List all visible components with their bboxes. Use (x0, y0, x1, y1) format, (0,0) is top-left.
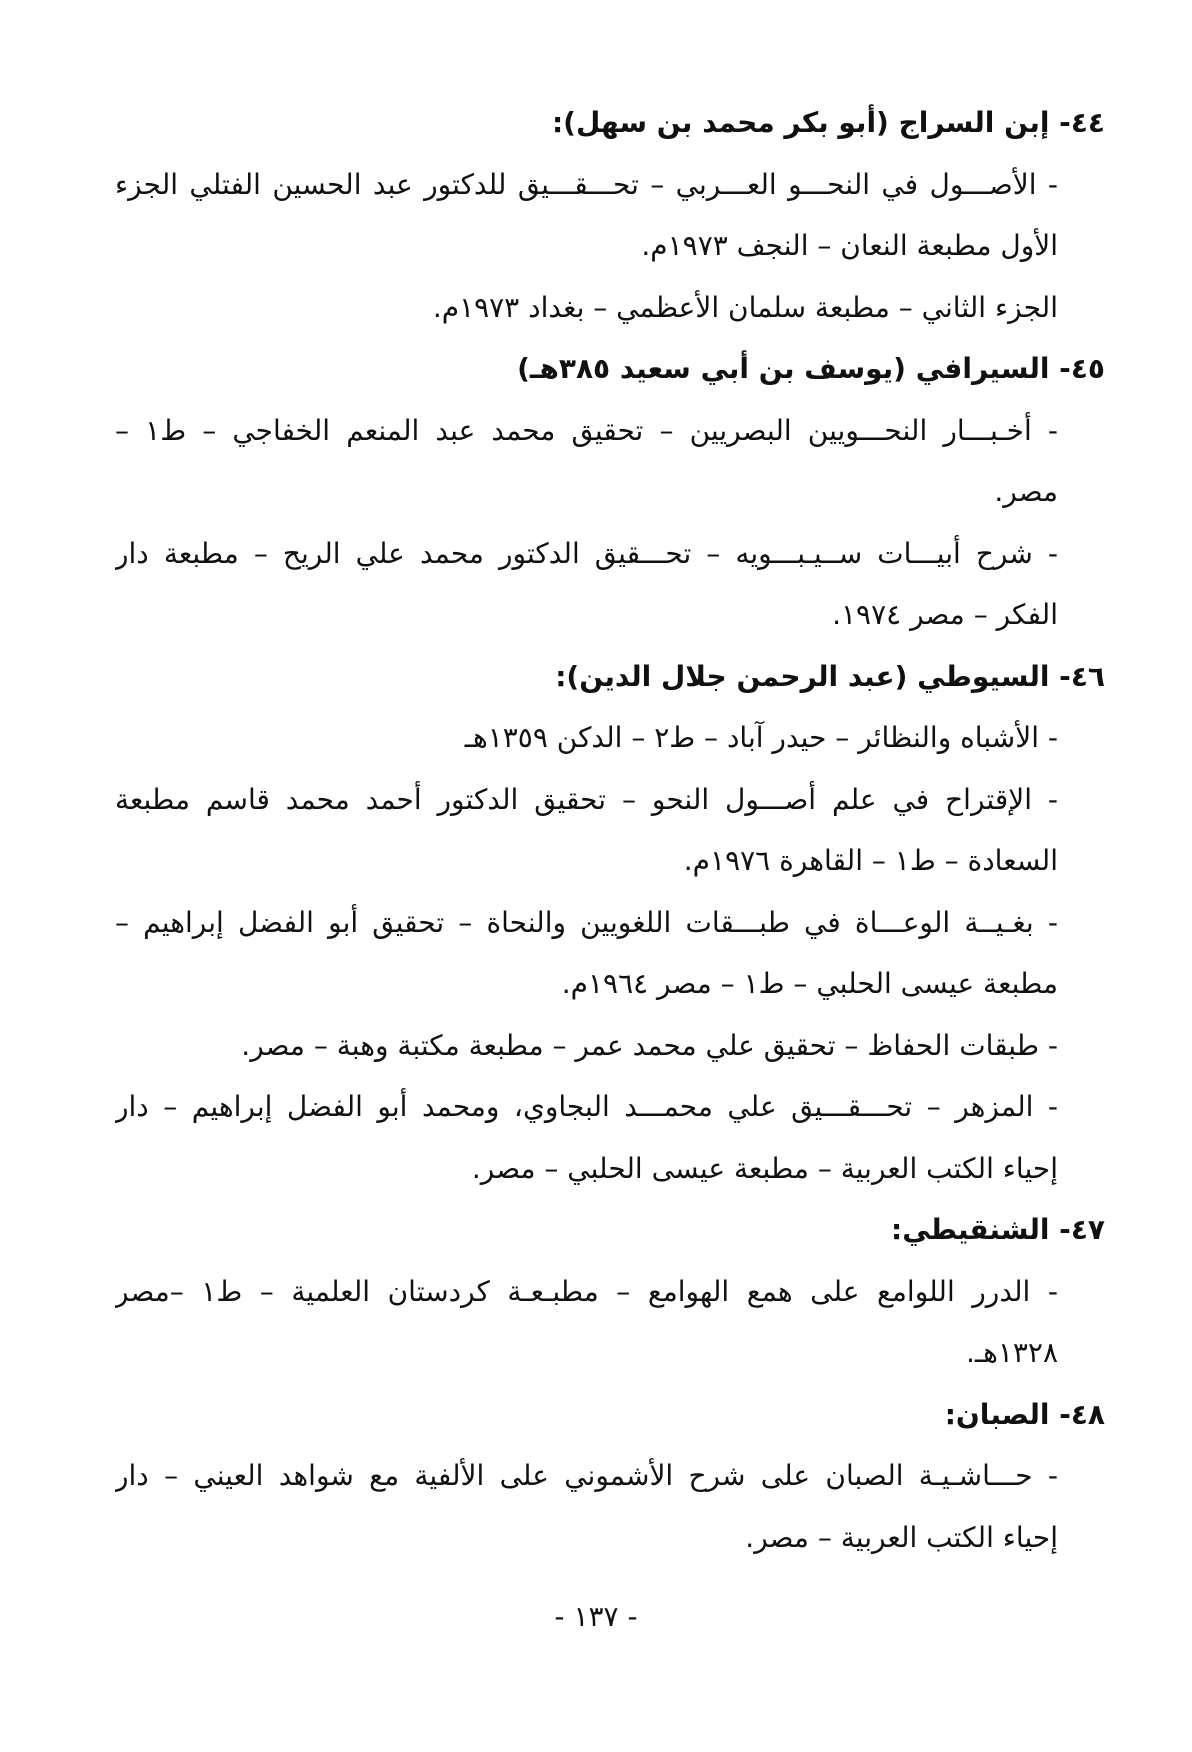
entry-46-line-5: مطبعة عيسى الحلبي – ط١ – مصر ١٩٦٤م. (561, 967, 1058, 1000)
entry-44-line-2: الأول مطبعة النعان – النجف ١٩٧٣م. (641, 229, 1058, 262)
entry-48-line-2: إحياء الكتب العربية – مصر. (745, 1520, 1058, 1554)
entry-44-line-3: الجزء الثاني – مطبعة سلمان الأعظمي – بغداد ١٩٧٣م. (432, 290, 1058, 324)
entry-46-line-8: إحياء الكتب العربية – مطبعة عيسى الحلبي – مصر. (471, 1151, 1058, 1185)
entry-heading-44: ٤٤- إبن السراج (أبو بكر محمد بن سهل): (551, 106, 1105, 139)
entry-heading-48: ٤٨- الصبان: (944, 1397, 1105, 1431)
entry-47-line-1: - الدرر اللوامع على همع الهوامع – مطبـعـة كردستان العلمية – ط١ –مصر (115, 1274, 1058, 1308)
entry-46-line-6: - طبقات الحفاظ – تحقيق علي محمد عمر – مطبعة مكتبة وهبة – مصر. (241, 1028, 1058, 1062)
entry-48-line-1: - حـــاشـيـة الصبان على شرح الأشموني على الألفية مع شواهد العيني – دار (115, 1459, 1058, 1492)
entry-45-line-2: مصر. (994, 475, 1058, 508)
entry-45-line-1: - أخـبـــار النحـــويين البصريين – تحقيق محمد عبد المنعم الخفاجي – ط١ – (115, 413, 1058, 447)
bibliography-list (115, 92, 1105, 1568)
entry-46-line-4: - بغـيــة الوعـــاة في طبـــقات اللغويين والنحاة – تحقيق أبو الفضل إبراهيم – (115, 905, 1058, 939)
page-number: - ١٣٧ - (554, 1600, 638, 1633)
entry-46-line-1: - الأشباه والنظائر – حيدر آباد – ط٢ – الدكن ١٣٥٩هـ (464, 721, 1058, 754)
entry-47-line-2: ١٣٢٨هـ. (965, 1336, 1058, 1369)
entry-46-line-7: - المزهر – تحـــقـــيق علي محمـــد البجاوي، ومحمد أبو الفضل إبراهيم – دار (115, 1090, 1058, 1123)
entry-46-line-2: - الإقتراح في علم أصـــول النحو – تحقيق الدكتور أحمد محمد قاسم مطبعة (115, 782, 1058, 816)
entry-45-line-4: الفكر – مصر ١٩٧٤. (832, 598, 1058, 631)
entry-44-line-1: - الأصـــول في النحـــو العـــربي – تحـــقـــيق للدكتور عبد الحسين الفتلي الجزء (115, 167, 1058, 201)
entry-heading-46: ٤٦- السيوطي (عبد الرحمن جلال الدين): (555, 659, 1105, 693)
entry-45-line-3: - شرح أبيـــات ســيـبـــويه – تحـــقيق الدكتور محمد علي الريح – مطبعة دار (115, 536, 1058, 570)
entry-heading-45: ٤٥- السيرافي (يوسف بن أبي سعيد ٣٨٥هـ) (517, 352, 1105, 385)
entry-heading-47: ٤٧- الشنقيطي: (891, 1213, 1105, 1246)
entry-46-line-3: السعادة – ط١ – القاهرة ١٩٧٦م. (683, 844, 1058, 877)
